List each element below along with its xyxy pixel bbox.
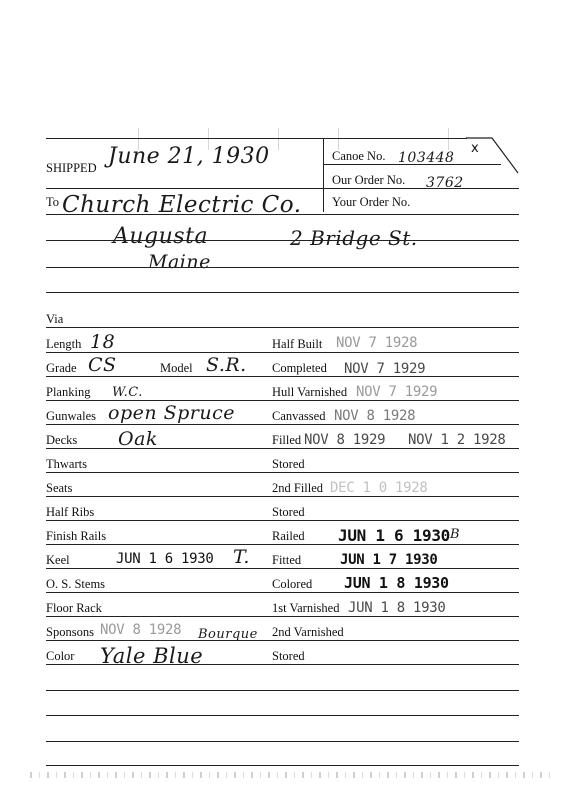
shipped-date: June 21, 1930 bbox=[108, 144, 270, 169]
first-varnished-stamp: JUN 1 8 1930 bbox=[348, 600, 446, 616]
rule bbox=[46, 240, 519, 241]
model-value: S.R. bbox=[206, 354, 247, 376]
canoe-no-value: 103448 bbox=[398, 150, 455, 166]
hull-varnished-label: Hull Varnished bbox=[272, 385, 348, 399]
sponsons-signature: Bourque bbox=[198, 627, 258, 642]
rule bbox=[46, 214, 519, 215]
filled-stamp-second: NOV 1 2 1928 bbox=[408, 432, 506, 448]
to-name: Church Electric Co. bbox=[62, 192, 302, 218]
filled-label: Filled bbox=[272, 433, 302, 447]
planking-value: W.C. bbox=[112, 385, 143, 400]
rule bbox=[323, 164, 501, 165]
filled-stamp: NOV 8 1929 bbox=[304, 432, 386, 448]
model-label: Model bbox=[160, 361, 193, 375]
canoe-no-label: Canoe No. bbox=[332, 149, 386, 163]
seats-label: Seats bbox=[46, 481, 73, 495]
canoe-no-mark: x bbox=[471, 141, 479, 156]
hull-varnished-stamp: NOV 7 1929 bbox=[356, 384, 438, 400]
rule bbox=[46, 400, 519, 401]
our-order-label: Our Order No. bbox=[332, 173, 406, 187]
address-street: 2 Bridge St. bbox=[290, 226, 418, 250]
decks-label: Decks bbox=[46, 433, 78, 447]
color-value: Yale Blue bbox=[100, 644, 204, 668]
keel-initial: T. bbox=[233, 546, 250, 568]
grade-value: CS bbox=[88, 354, 117, 376]
second-filled-stamp: DEC 1 0 1928 bbox=[330, 480, 428, 496]
top-edge-mark bbox=[338, 128, 339, 150]
rule bbox=[46, 327, 519, 328]
rule bbox=[323, 188, 519, 189]
your-order-label: Your Order No. bbox=[332, 195, 411, 209]
header-divider bbox=[323, 138, 324, 212]
address-state: Maine bbox=[148, 251, 211, 273]
canvassed-stamp: NOV 8 1928 bbox=[334, 408, 416, 424]
half-built-stamp: NOV 7 1928 bbox=[336, 335, 418, 351]
stored-label: Stored bbox=[272, 505, 305, 519]
planking-label: Planking bbox=[46, 385, 91, 399]
sponsons-label: Sponsons bbox=[46, 625, 94, 639]
second-varnished-label: 2nd Varnished bbox=[272, 625, 344, 639]
railed-initial: B bbox=[450, 527, 461, 542]
fitted-label: Fitted bbox=[272, 553, 302, 567]
floor-rack-label: Floor Rack bbox=[46, 601, 102, 615]
card-top-border bbox=[46, 138, 467, 139]
color-label: Color bbox=[46, 649, 75, 663]
folded-corner bbox=[458, 137, 520, 177]
gunwales-value: open Spruce bbox=[108, 402, 236, 424]
completed-label: Completed bbox=[272, 361, 327, 375]
stored-label: Stored bbox=[272, 649, 305, 663]
half-ribs-label: Half Ribs bbox=[46, 505, 95, 519]
grade-label: Grade bbox=[46, 361, 77, 375]
thwarts-label: Thwarts bbox=[46, 457, 87, 471]
rule bbox=[46, 640, 519, 641]
rule bbox=[46, 765, 519, 766]
our-order-value: 3762 bbox=[426, 175, 464, 191]
to-label: To bbox=[46, 195, 60, 209]
decks-value: Oak bbox=[118, 428, 158, 450]
rule bbox=[46, 376, 519, 377]
rule bbox=[46, 741, 519, 742]
keel-label: Keel bbox=[46, 553, 70, 567]
length-label: Length bbox=[46, 337, 82, 351]
railed-stamp: JUN 1 6 1930 bbox=[338, 526, 450, 545]
second-filled-label: 2nd Filled bbox=[272, 481, 324, 495]
via-label: Via bbox=[46, 312, 64, 326]
rule bbox=[46, 188, 323, 189]
fitted-stamp: JUN 1 7 1930 bbox=[340, 552, 438, 568]
rule bbox=[46, 352, 519, 353]
rule bbox=[46, 292, 519, 293]
gunwales-label: Gunwales bbox=[46, 409, 96, 423]
rule bbox=[46, 448, 519, 449]
rule bbox=[46, 267, 519, 268]
shipped-label: SHIPPED bbox=[46, 161, 97, 175]
rule bbox=[46, 472, 519, 473]
top-edge-mark bbox=[278, 128, 279, 150]
length-value: 18 bbox=[90, 331, 116, 353]
colored-stamp: JUN 1 8 1930 bbox=[344, 574, 449, 592]
rule bbox=[46, 592, 519, 593]
address-city: Augusta bbox=[113, 224, 209, 249]
colored-label: Colored bbox=[272, 577, 313, 591]
rule bbox=[46, 424, 519, 425]
rule bbox=[46, 520, 519, 521]
build-record-card bbox=[38, 128, 519, 780]
half-built-label: Half Built bbox=[272, 337, 323, 351]
rule bbox=[46, 690, 519, 691]
rule bbox=[46, 715, 519, 716]
railed-label: Railed bbox=[272, 529, 305, 543]
completed-stamp: NOV 7 1929 bbox=[344, 361, 426, 377]
rule bbox=[46, 496, 519, 497]
os-stems-label: O. S. Stems bbox=[46, 577, 106, 591]
top-edge-mark bbox=[448, 128, 449, 150]
sponsons-stamp: NOV 8 1928 bbox=[100, 622, 182, 638]
keel-stamp: JUN 1 6 1930 bbox=[116, 551, 214, 567]
canvassed-label: Canvassed bbox=[272, 409, 326, 423]
first-varnished-label: 1st Varnished bbox=[272, 601, 340, 615]
rule bbox=[46, 568, 519, 569]
rule bbox=[46, 616, 519, 617]
stored-label: Stored bbox=[272, 457, 305, 471]
finish-rails-label: Finish Rails bbox=[46, 529, 107, 543]
